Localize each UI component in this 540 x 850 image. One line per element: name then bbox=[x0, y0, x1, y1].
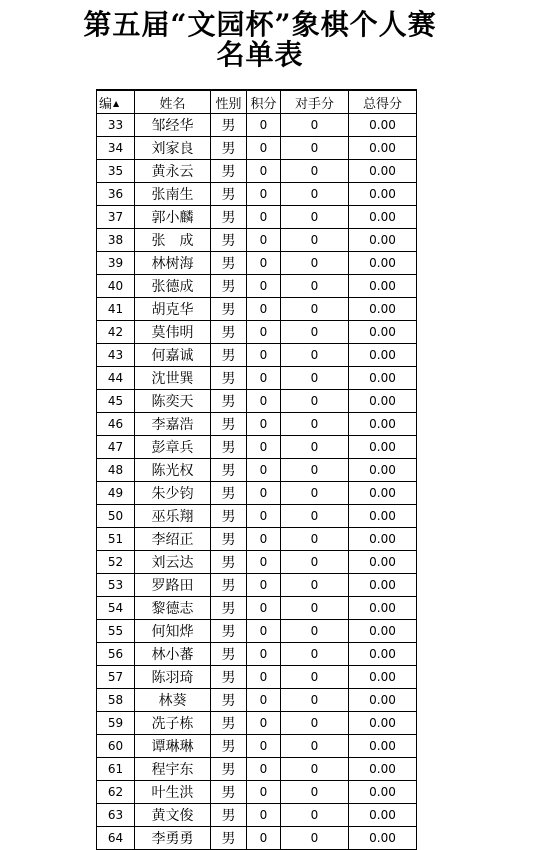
cell-name[interactable]: 李嘉浩 bbox=[135, 413, 211, 436]
table-row bbox=[97, 229, 417, 252]
cell-no[interactable]: 38 bbox=[97, 229, 135, 252]
cell-name[interactable]: 郭小麟 bbox=[135, 206, 211, 229]
cell-no[interactable]: 47 bbox=[97, 436, 135, 459]
table-row bbox=[97, 298, 417, 321]
cell-name[interactable]: 张 成 bbox=[135, 229, 211, 252]
cell-no[interactable]: 39 bbox=[97, 252, 135, 275]
cell-sex[interactable]: 男 bbox=[211, 666, 247, 689]
cell-no[interactable]: 56 bbox=[97, 643, 135, 666]
cell-total[interactable]: 0.00 bbox=[349, 781, 417, 804]
cell-sex[interactable]: 男 bbox=[211, 321, 247, 344]
cell-sex[interactable]: 男 bbox=[211, 275, 247, 298]
cell-opponent-points[interactable]: 0 bbox=[281, 298, 349, 321]
table-header-row bbox=[97, 90, 417, 114]
cell-opponent-points[interactable]: 0 bbox=[281, 344, 349, 367]
table-row bbox=[97, 620, 417, 643]
cell-no[interactable]: 57 bbox=[97, 666, 135, 689]
cell-total[interactable]: 0.00 bbox=[349, 689, 417, 712]
cell-no[interactable]: 44 bbox=[97, 367, 135, 390]
cell-no[interactable]: 50 bbox=[97, 505, 135, 528]
cell-no[interactable]: 61 bbox=[97, 758, 135, 781]
cell-total[interactable]: 0.00 bbox=[349, 206, 417, 229]
cell-no[interactable]: 49 bbox=[97, 482, 135, 505]
cell-name[interactable]: 李绍正 bbox=[135, 528, 211, 551]
cell-name[interactable]: 黎德志 bbox=[135, 597, 211, 620]
cell-points[interactable]: 0 bbox=[247, 643, 281, 666]
table-row bbox=[97, 574, 417, 597]
cell-name[interactable]: 黄文俊 bbox=[135, 804, 211, 827]
cell-opponent-points[interactable]: 0 bbox=[281, 482, 349, 505]
cell-points[interactable]: 0 bbox=[247, 252, 281, 275]
cell-opponent-points[interactable]: 0 bbox=[281, 758, 349, 781]
cell-points[interactable]: 0 bbox=[247, 827, 281, 850]
cell-name[interactable]: 谭琳琳 bbox=[135, 735, 211, 758]
cell-opponent-points[interactable]: 0 bbox=[281, 666, 349, 689]
cell-no[interactable]: 54 bbox=[97, 597, 135, 620]
cell-name[interactable]: 林树海 bbox=[135, 252, 211, 275]
cell-sex[interactable]: 男 bbox=[211, 574, 247, 597]
cell-total[interactable]: 0.00 bbox=[349, 344, 417, 367]
cell-name[interactable]: 何嘉诚 bbox=[135, 344, 211, 367]
column-header-no[interactable] bbox=[97, 90, 135, 114]
cell-points[interactable]: 0 bbox=[247, 758, 281, 781]
cell-opponent-points[interactable]: 0 bbox=[281, 574, 349, 597]
cell-points[interactable]: 0 bbox=[247, 367, 281, 390]
cell-total[interactable]: 0.00 bbox=[349, 275, 417, 298]
cell-no[interactable]: 42 bbox=[97, 321, 135, 344]
cell-sex[interactable]: 男 bbox=[211, 505, 247, 528]
cell-opponent-points[interactable]: 0 bbox=[281, 321, 349, 344]
table-row bbox=[97, 551, 417, 574]
cell-points[interactable]: 0 bbox=[247, 114, 281, 137]
cell-points[interactable]: 0 bbox=[247, 528, 281, 551]
cell-total[interactable]: 0.00 bbox=[349, 551, 417, 574]
cell-opponent-points[interactable]: 0 bbox=[281, 643, 349, 666]
cell-points[interactable]: 0 bbox=[247, 482, 281, 505]
cell-sex[interactable]: 男 bbox=[211, 114, 247, 137]
cell-total[interactable]: 0.00 bbox=[349, 114, 417, 137]
cell-points[interactable]: 0 bbox=[247, 804, 281, 827]
table-row bbox=[97, 666, 417, 689]
cell-sex[interactable]: 男 bbox=[211, 758, 247, 781]
cell-sex[interactable]: 男 bbox=[211, 183, 247, 206]
cell-sex[interactable]: 男 bbox=[211, 689, 247, 712]
cell-no[interactable]: 62 bbox=[97, 781, 135, 804]
cell-name[interactable]: 陈奕天 bbox=[135, 390, 211, 413]
cell-opponent-points[interactable]: 0 bbox=[281, 597, 349, 620]
cell-name[interactable]: 刘家良 bbox=[135, 137, 211, 160]
sort-ascending-icon[interactable]: ▲ bbox=[113, 98, 120, 108]
cell-opponent-points[interactable]: 0 bbox=[281, 689, 349, 712]
table-row bbox=[97, 758, 417, 781]
cell-no[interactable]: 46 bbox=[97, 413, 135, 436]
column-header-name[interactable]: 姓名 bbox=[135, 90, 211, 114]
cell-total[interactable]: 0.00 bbox=[349, 252, 417, 275]
cell-sex[interactable]: 男 bbox=[211, 482, 247, 505]
cell-total[interactable]: 0.00 bbox=[349, 436, 417, 459]
cell-sex[interactable]: 男 bbox=[211, 804, 247, 827]
cell-points[interactable]: 0 bbox=[247, 712, 281, 735]
cell-points[interactable]: 0 bbox=[247, 574, 281, 597]
cell-opponent-points[interactable]: 0 bbox=[281, 712, 349, 735]
cell-sex[interactable]: 男 bbox=[211, 459, 247, 482]
cell-sex[interactable]: 男 bbox=[211, 528, 247, 551]
cell-total[interactable]: 0.00 bbox=[349, 160, 417, 183]
cell-points[interactable]: 0 bbox=[247, 620, 281, 643]
cell-total[interactable]: 0.00 bbox=[349, 712, 417, 735]
cell-sex[interactable]: 男 bbox=[211, 551, 247, 574]
cell-sex[interactable]: 男 bbox=[211, 597, 247, 620]
cell-opponent-points[interactable]: 0 bbox=[281, 528, 349, 551]
cell-total[interactable]: 0.00 bbox=[349, 666, 417, 689]
cell-sex[interactable]: 男 bbox=[211, 390, 247, 413]
cell-no[interactable]: 36 bbox=[97, 183, 135, 206]
cell-no[interactable]: 64 bbox=[97, 827, 135, 850]
cell-opponent-points[interactable]: 0 bbox=[281, 183, 349, 206]
table-row bbox=[97, 413, 417, 436]
cell-no[interactable]: 58 bbox=[97, 689, 135, 712]
cell-total[interactable]: 0.00 bbox=[349, 482, 417, 505]
cell-opponent-points[interactable]: 0 bbox=[281, 367, 349, 390]
cell-points[interactable]: 0 bbox=[247, 390, 281, 413]
cell-sex[interactable]: 男 bbox=[211, 252, 247, 275]
cell-points[interactable]: 0 bbox=[247, 137, 281, 160]
cell-name[interactable]: 莫伟明 bbox=[135, 321, 211, 344]
cell-sex[interactable]: 男 bbox=[211, 735, 247, 758]
cell-no[interactable]: 52 bbox=[97, 551, 135, 574]
table-row bbox=[97, 597, 417, 620]
cell-total[interactable]: 0.00 bbox=[349, 804, 417, 827]
cell-opponent-points[interactable]: 0 bbox=[281, 459, 349, 482]
table-row bbox=[97, 735, 417, 758]
cell-points[interactable]: 0 bbox=[247, 505, 281, 528]
cell-opponent-points[interactable]: 0 bbox=[281, 620, 349, 643]
table-row bbox=[97, 689, 417, 712]
table-row bbox=[97, 459, 417, 482]
cell-total[interactable]: 0.00 bbox=[349, 367, 417, 390]
cell-name[interactable]: 沈世巽 bbox=[135, 367, 211, 390]
table-row bbox=[97, 137, 417, 160]
table-row bbox=[97, 712, 417, 735]
cell-no[interactable]: 48 bbox=[97, 459, 135, 482]
cell-total[interactable]: 0.00 bbox=[349, 827, 417, 850]
table-row bbox=[97, 482, 417, 505]
cell-sex[interactable]: 男 bbox=[211, 160, 247, 183]
cell-name[interactable]: 彭章兵 bbox=[135, 436, 211, 459]
cell-sex[interactable]: 男 bbox=[211, 620, 247, 643]
table-row bbox=[97, 344, 417, 367]
cell-name[interactable]: 胡克华 bbox=[135, 298, 211, 321]
cell-total[interactable]: 0.00 bbox=[349, 597, 417, 620]
cell-points[interactable]: 0 bbox=[247, 229, 281, 252]
cell-no[interactable]: 53 bbox=[97, 574, 135, 597]
cell-total[interactable]: 0.00 bbox=[349, 758, 417, 781]
cell-total[interactable]: 0.00 bbox=[349, 229, 417, 252]
cell-opponent-points[interactable]: 0 bbox=[281, 827, 349, 850]
cell-name[interactable]: 刘云达 bbox=[135, 551, 211, 574]
cell-total[interactable]: 0.00 bbox=[349, 298, 417, 321]
cell-name[interactable]: 李勇勇 bbox=[135, 827, 211, 850]
cell-opponent-points[interactable]: 0 bbox=[281, 781, 349, 804]
cell-no[interactable]: 41 bbox=[97, 298, 135, 321]
cell-sex[interactable]: 男 bbox=[211, 206, 247, 229]
cell-opponent-points[interactable]: 0 bbox=[281, 413, 349, 436]
cell-opponent-points[interactable]: 0 bbox=[281, 160, 349, 183]
cell-no[interactable]: 43 bbox=[97, 344, 135, 367]
cell-name[interactable]: 罗路田 bbox=[135, 574, 211, 597]
roster-table bbox=[96, 89, 417, 850]
cell-points[interactable]: 0 bbox=[247, 436, 281, 459]
cell-total[interactable]: 0.00 bbox=[349, 735, 417, 758]
cell-name[interactable]: 陈羽琦 bbox=[135, 666, 211, 689]
cell-opponent-points[interactable]: 0 bbox=[281, 137, 349, 160]
cell-name[interactable]: 巫乐翔 bbox=[135, 505, 211, 528]
cell-no[interactable]: 55 bbox=[97, 620, 135, 643]
table-body bbox=[97, 114, 417, 850]
cell-no[interactable]: 40 bbox=[97, 275, 135, 298]
column-header-sex[interactable]: 性别 bbox=[211, 90, 247, 114]
cell-sex[interactable]: 男 bbox=[211, 344, 247, 367]
cell-no[interactable]: 59 bbox=[97, 712, 135, 735]
cell-name[interactable]: 冼子栋 bbox=[135, 712, 211, 735]
table-row bbox=[97, 827, 417, 850]
table-row bbox=[97, 505, 417, 528]
table-row bbox=[97, 367, 417, 390]
table-row bbox=[97, 160, 417, 183]
cell-opponent-points[interactable]: 0 bbox=[281, 390, 349, 413]
cell-sex[interactable]: 男 bbox=[211, 229, 247, 252]
cell-sex[interactable]: 男 bbox=[211, 781, 247, 804]
table-row bbox=[97, 436, 417, 459]
cell-name[interactable]: 黄永云 bbox=[135, 160, 211, 183]
table-row bbox=[97, 804, 417, 827]
cell-opponent-points[interactable]: 0 bbox=[281, 505, 349, 528]
cell-total[interactable]: 0.00 bbox=[349, 321, 417, 344]
cell-sex[interactable]: 男 bbox=[211, 643, 247, 666]
cell-points[interactable]: 0 bbox=[247, 183, 281, 206]
cell-name[interactable]: 朱少钧 bbox=[135, 482, 211, 505]
table-row bbox=[97, 321, 417, 344]
cell-name[interactable]: 林小蕃 bbox=[135, 643, 211, 666]
table-row bbox=[97, 252, 417, 275]
cell-opponent-points[interactable]: 0 bbox=[281, 735, 349, 758]
cell-name[interactable]: 陈光权 bbox=[135, 459, 211, 482]
cell-no[interactable]: 35 bbox=[97, 160, 135, 183]
cell-sex[interactable]: 男 bbox=[211, 712, 247, 735]
cell-total[interactable]: 0.00 bbox=[349, 620, 417, 643]
cell-points[interactable]: 0 bbox=[247, 735, 281, 758]
cell-opponent-points[interactable]: 0 bbox=[281, 114, 349, 137]
cell-total[interactable]: 0.00 bbox=[349, 643, 417, 666]
column-header-total[interactable]: 总得分 bbox=[349, 90, 417, 114]
cell-no[interactable]: 60 bbox=[97, 735, 135, 758]
table-row bbox=[97, 643, 417, 666]
cell-sex[interactable]: 男 bbox=[211, 298, 247, 321]
cell-points[interactable]: 0 bbox=[247, 160, 281, 183]
cell-points[interactable]: 0 bbox=[247, 321, 281, 344]
cell-opponent-points[interactable]: 0 bbox=[281, 252, 349, 275]
cell-name[interactable]: 程宇东 bbox=[135, 758, 211, 781]
cell-points[interactable]: 0 bbox=[247, 666, 281, 689]
page-subtitle: 名单表 bbox=[216, 38, 304, 71]
cell-opponent-points[interactable]: 0 bbox=[281, 206, 349, 229]
cell-no[interactable]: 51 bbox=[97, 528, 135, 551]
table-row bbox=[97, 114, 417, 137]
cell-name[interactable]: 何知烨 bbox=[135, 620, 211, 643]
cell-opponent-points[interactable]: 0 bbox=[281, 551, 349, 574]
cell-name[interactable]: 张南生 bbox=[135, 183, 211, 206]
cell-opponent-points[interactable]: 0 bbox=[281, 804, 349, 827]
cell-points[interactable]: 0 bbox=[247, 597, 281, 620]
cell-total[interactable]: 0.00 bbox=[349, 390, 417, 413]
cell-points[interactable]: 0 bbox=[247, 298, 281, 321]
table-row bbox=[97, 206, 417, 229]
cell-opponent-points[interactable]: 0 bbox=[281, 436, 349, 459]
table-row bbox=[97, 275, 417, 298]
cell-no[interactable]: 34 bbox=[97, 137, 135, 160]
column-header-opponent-points[interactable]: 对手分 bbox=[281, 90, 349, 114]
cell-points[interactable]: 0 bbox=[247, 413, 281, 436]
table-row bbox=[97, 183, 417, 206]
cell-points[interactable]: 0 bbox=[247, 344, 281, 367]
cell-points[interactable]: 0 bbox=[247, 206, 281, 229]
cell-no[interactable]: 37 bbox=[97, 206, 135, 229]
cell-name[interactable]: 林葵 bbox=[135, 689, 211, 712]
cell-no[interactable]: 63 bbox=[97, 804, 135, 827]
cell-opponent-points[interactable]: 0 bbox=[281, 275, 349, 298]
table-row bbox=[97, 390, 417, 413]
cell-sex[interactable]: 男 bbox=[211, 413, 247, 436]
cell-opponent-points[interactable]: 0 bbox=[281, 229, 349, 252]
cell-name[interactable]: 叶生洪 bbox=[135, 781, 211, 804]
cell-points[interactable]: 0 bbox=[247, 551, 281, 574]
cell-total[interactable]: 0.00 bbox=[349, 137, 417, 160]
cell-name[interactable]: 张德成 bbox=[135, 275, 211, 298]
cell-sex[interactable]: 男 bbox=[211, 827, 247, 850]
cell-sex[interactable]: 男 bbox=[211, 137, 247, 160]
column-header-points[interactable]: 积分 bbox=[247, 90, 281, 114]
table-row bbox=[97, 528, 417, 551]
cell-points[interactable]: 0 bbox=[247, 689, 281, 712]
cell-points[interactable]: 0 bbox=[247, 459, 281, 482]
cell-name[interactable]: 邹经华 bbox=[135, 114, 211, 137]
cell-total[interactable]: 0.00 bbox=[349, 574, 417, 597]
column-header-no-label: 编 bbox=[99, 96, 113, 112]
cell-total[interactable]: 0.00 bbox=[349, 505, 417, 528]
cell-points[interactable]: 0 bbox=[247, 781, 281, 804]
cell-sex[interactable]: 男 bbox=[211, 367, 247, 390]
cell-total[interactable]: 0.00 bbox=[349, 413, 417, 436]
cell-points[interactable]: 0 bbox=[247, 275, 281, 298]
cell-total[interactable]: 0.00 bbox=[349, 459, 417, 482]
cell-total[interactable]: 0.00 bbox=[349, 183, 417, 206]
cell-sex[interactable]: 男 bbox=[211, 436, 247, 459]
table-row bbox=[97, 781, 417, 804]
cell-total[interactable]: 0.00 bbox=[349, 528, 417, 551]
page-title: 第五届“文园杯”象棋个人赛 bbox=[83, 8, 437, 41]
cell-no[interactable]: 45 bbox=[97, 390, 135, 413]
cell-no[interactable]: 33 bbox=[97, 114, 135, 137]
